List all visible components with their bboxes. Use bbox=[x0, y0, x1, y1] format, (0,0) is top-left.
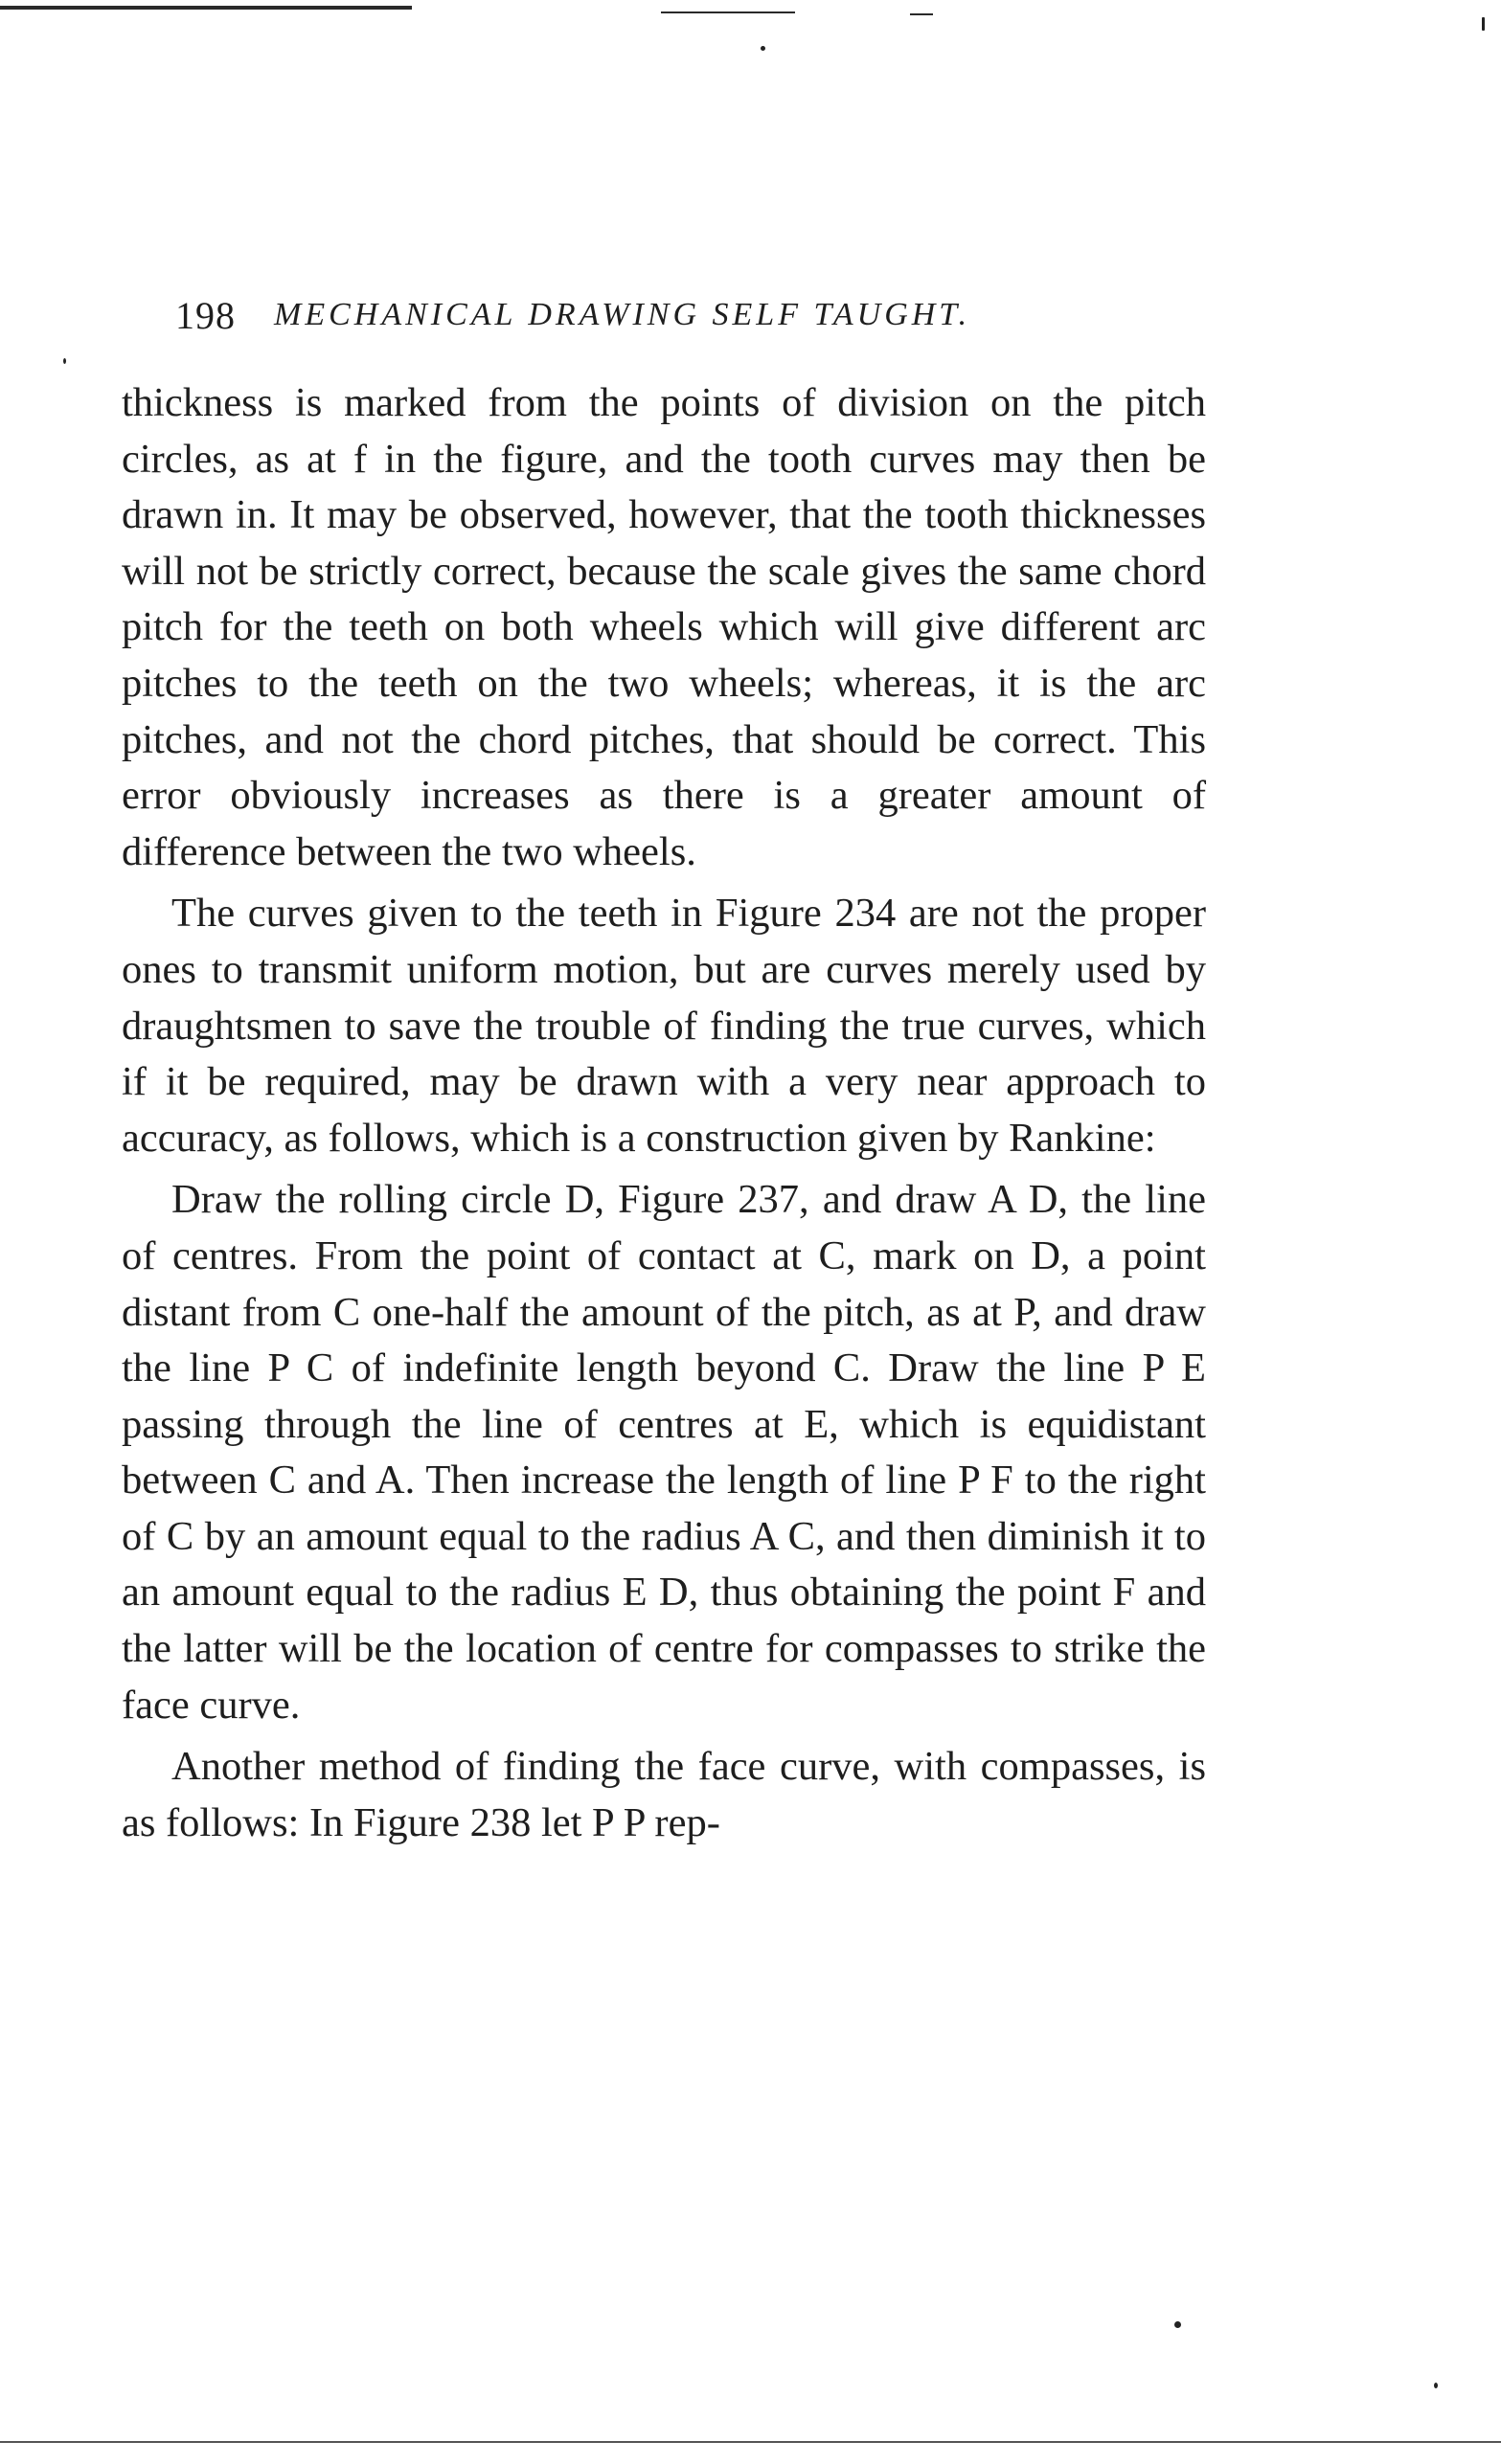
paragraph-rolling-circle: Draw the rolling circle D, Figure 237, and draw A D, the line of centres. From the point of contact at C, mark on D, a point distant from C one-half the amount of the pitch, as at P, and draw the line P C of indefinite length beyond C. Draw the line P E passing through the line of centres at E, which is equidistant between C and A. Then increase the length of line P F to the right of C by an amount equal to the radius A C, and then diminish it to an amount equal to the radius E D, thus obtaining the point F and the latter will be the location of centre for compasses to strike the face curve. bbox=[122, 1177, 1206, 1728]
scan-speck bbox=[1434, 2383, 1438, 2388]
top-edge-line-tick bbox=[910, 13, 933, 15]
paragraph-continuation: thickness is marked from the points of division on the pitch circles, as at f in the figure, and the tooth curves may then be drawn in. It may be observed, however, that the tooth thicknesses will not be strictly correct, because the scale gives the same chord pitch for the teeth on both wheels which will give different arc pitches to the teeth on the two wheels; whereas, it is the arc pitches, and not the chord pitches, that should be correct. This error obviously increases as there is a greater amount of difference between the two wheels. bbox=[122, 380, 1206, 874]
paragraph-another-method: Another method of finding the face curve, with compasses, is as follows: In Figure 238 let P P rep- bbox=[122, 1744, 1206, 1845]
top-edge-line-short bbox=[661, 11, 795, 13]
body-text bbox=[122, 375, 1206, 1851]
page-header bbox=[175, 293, 1191, 339]
bottom-edge-line bbox=[0, 2441, 1501, 2443]
top-edge-line bbox=[0, 6, 412, 10]
scan-speck bbox=[1174, 2321, 1181, 2328]
scan-speck bbox=[63, 358, 66, 364]
scan-speck bbox=[761, 46, 765, 51]
page-number: 198 bbox=[175, 294, 236, 337]
scan-speck bbox=[1482, 17, 1485, 31]
paragraph-curves: The curves given to the teeth in Figure 234 are not the proper ones to transmit uniform motion, but are curves merely used by draughtsmen to save the trouble of finding the true curves, which if it be required, may be drawn with a very near approach to accuracy, as follows, which is a construction given by Rankine: bbox=[122, 891, 1206, 1161]
running-head: MECHANICAL DRAWING SELF TAUGHT. bbox=[274, 297, 971, 332]
